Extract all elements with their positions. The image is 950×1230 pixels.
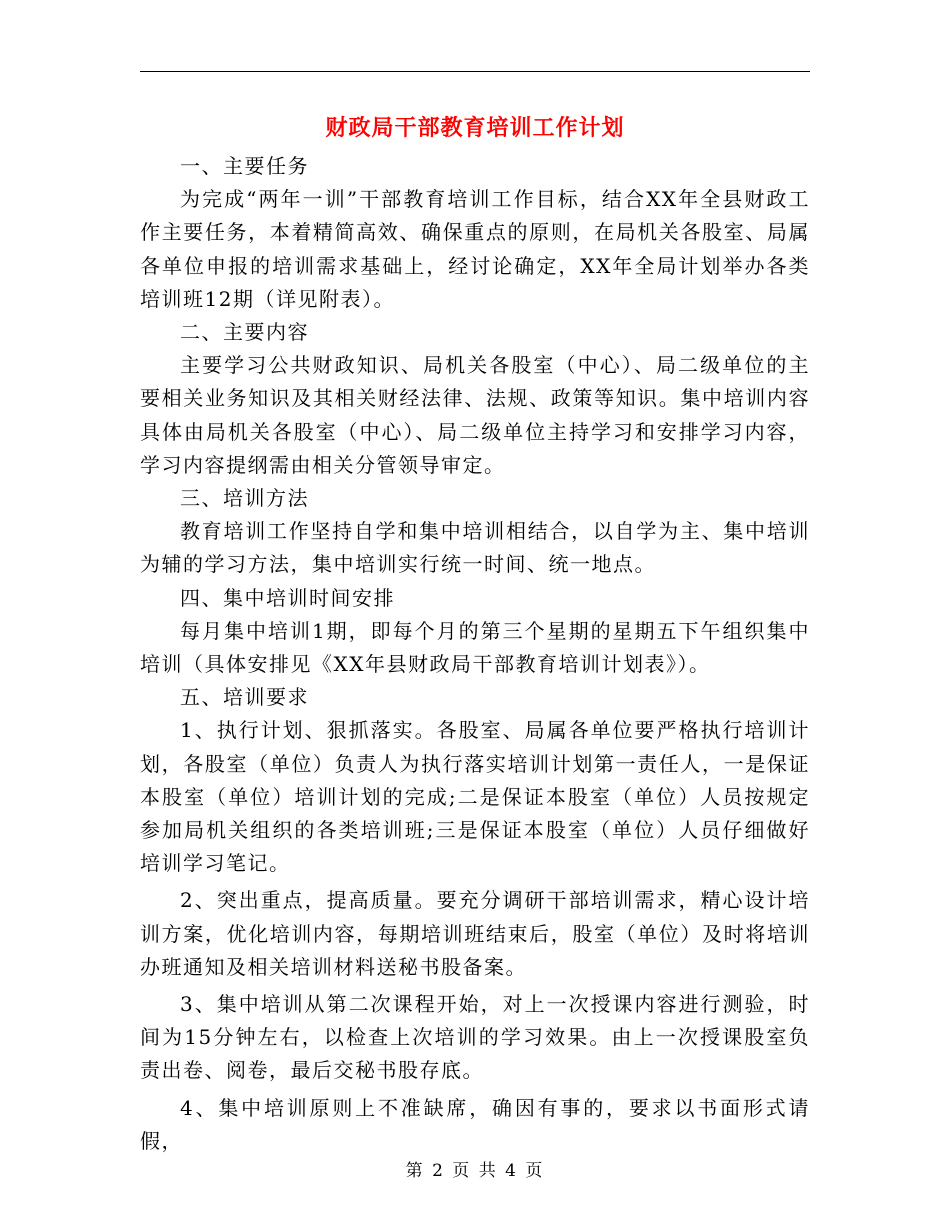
document-body xyxy=(140,150,810,1158)
paragraph-requirement-3: 3、集中培训从第二次课程开始，对上一次授课内容进行测验，时间为15分钟左右，以检查上次培训的学习效果。由上一次授课股室负责出卷、阅卷，最后交秘书股存底。 xyxy=(140,992,810,1083)
section-heading-requirements: 五、培训要求 xyxy=(180,685,309,710)
section-heading-main-tasks: 一、主要任务 xyxy=(180,154,309,178)
paragraph-requirement-1: 1、执行计划、狠抓落实。各股室、局属各单位要严格执行培训计划，各股室（单位）负责人为执行落实培训计划第一责任人，一是保证本股室（单位）培训计划的完成;二是保证本股室（单位）人员按规定参加局机关组织的各类培训班;三是保证本股室（单位）人员仔细做好培训学习笔记。 xyxy=(140,718,810,876)
page-number-label: 第 2 页 共 4 页 xyxy=(405,1161,545,1181)
paragraph-requirement-2: 2、突出重点，提高质量。要充分调研干部培训需求，精心设计培训方案，优化培训内容，每期培训班结束后，股室（单位）及时将培训办班通知及相关培训材料送秘书股备案。 xyxy=(140,888,810,979)
paragraph-main-content: 主要学习公共财政知识、局机关各股室（中心）、局二级单位的主要相关业务知识及其相关财经法律、法规、政策等知识。集中培训内容具体由局机关各股室（中心）、局二级单位主持学习和安排学习内容，学习内容提纲需由相关分管领导审定。 xyxy=(140,353,810,477)
paragraph-schedule: 每月集中培训1期，即每个月的第三个星期的星期五下午组织集中培训（具体安排见《XX年县财政局干部教育培训计划表》）。 xyxy=(140,618,810,677)
paragraph-requirement-4: 4、集中培训原则上不准缺席，确因有事的，要求以书面形式请假， xyxy=(140,1095,810,1153)
section-heading-main-content: 二、主要内容 xyxy=(180,320,309,345)
section-heading-schedule: 四、集中培训时间安排 xyxy=(180,585,395,610)
page-footer xyxy=(0,1156,950,1181)
header-rule xyxy=(140,71,810,72)
paragraph-training-method: 教育培训工作坚持自学和集中培训相结合，以自学为主、集中培训为辅的学习方法，集中培训实行统一时间、统一地点。 xyxy=(140,519,810,577)
document-title: 财政局干部教育培训工作计划 xyxy=(325,116,625,141)
paragraph-main-tasks: 为完成“两年一训”干部教育培训工作目标，结合XX年全县财政工作主要任务，本着精简高效、确保重点的原则，在局机关各股室、局属各单位申报的培训需求基础上，经讨论确定，XX年全局计划举办各类培训班12期（详见附表）。 xyxy=(140,187,810,311)
section-heading-training-method: 三、培训方法 xyxy=(180,486,309,511)
